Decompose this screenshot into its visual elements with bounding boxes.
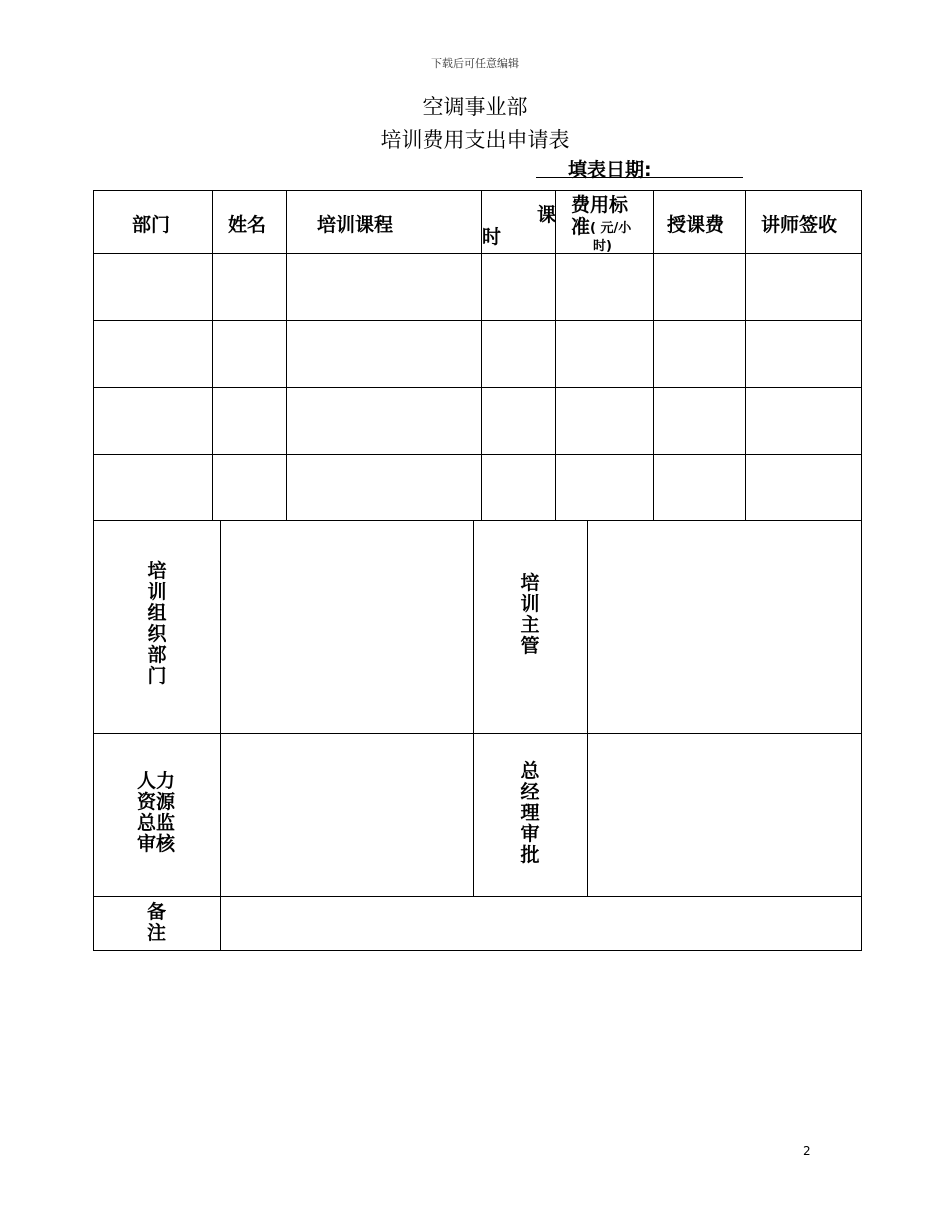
remarks-field[interactable] <box>221 897 861 950</box>
application-form-table <box>93 190 862 951</box>
remarks-label: 备 注 <box>147 901 167 944</box>
gm-approval-label: 总经理审批 <box>520 760 540 866</box>
header-hours-bottom: 时 <box>482 226 502 248</box>
header-hours-top: 课 <box>537 204 557 226</box>
header-fee-standard-2: 准 <box>571 216 591 238</box>
hr-director-label: 人力 资源 总监 审核 <box>137 770 176 855</box>
fill-date-label: 填表日期: <box>568 159 652 181</box>
department-title: 空调事业部 <box>422 95 528 119</box>
header-lecture-fee: 授课费 <box>667 214 725 236</box>
table-row[interactable] <box>94 254 861 320</box>
supervisor-label: 培训主管 <box>520 572 540 657</box>
fill-date-field[interactable] <box>536 155 743 181</box>
org-dept-label: 培训组织部门 <box>147 560 167 687</box>
org-dept-field[interactable] <box>221 521 473 733</box>
gm-approval-field[interactable] <box>588 734 861 896</box>
table-row[interactable] <box>94 321 861 387</box>
header-fee-unit-2: 时) <box>593 239 612 254</box>
page-number: 2 <box>803 1144 811 1158</box>
header-signature: 讲师签收 <box>761 214 838 236</box>
header-fee-unit: ( 元/小 <box>590 221 632 236</box>
table-row[interactable] <box>94 455 861 520</box>
col-divider <box>473 520 474 896</box>
header-fee-standard: 费用标 <box>571 194 629 216</box>
header-note: 下载后可任意编辑 <box>431 57 519 70</box>
supervisor-field[interactable] <box>588 521 861 733</box>
table-row[interactable] <box>94 388 861 454</box>
header-course: 培训课程 <box>317 214 394 236</box>
header-dept: 部门 <box>132 214 171 236</box>
header-name: 姓名 <box>228 214 267 236</box>
form-title: 培训费用支出申请表 <box>380 128 570 152</box>
hr-director-field[interactable] <box>221 734 473 896</box>
